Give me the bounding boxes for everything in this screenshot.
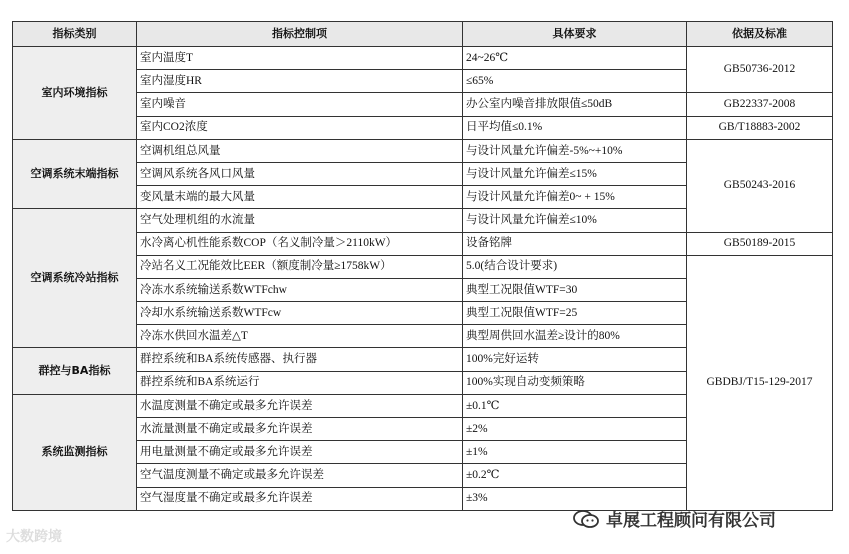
requirement-cell: 设备铭牌 xyxy=(463,232,687,255)
item-cell: 群控系统和BA系统运行 xyxy=(137,371,463,394)
requirement-cell: 典型工况限值WTF=30 xyxy=(463,278,687,301)
category-plant: 空调系统冷站指标 xyxy=(13,209,137,348)
item-cell: 冷冻水系统输送系数WTFchw xyxy=(137,278,463,301)
item-cell: 变风量末端的最大风量 xyxy=(137,186,463,209)
table-row xyxy=(13,47,833,70)
item-cell: 室内噪音 xyxy=(137,93,463,116)
requirement-cell: ±0.2℃ xyxy=(463,464,687,487)
header-row xyxy=(13,22,833,47)
watermark-left: 大数跨境 xyxy=(6,529,62,545)
item-cell: 冷却水系统输送系数WTFcw xyxy=(137,302,463,325)
standard-cell: GBDBJ/T15-129-2017 xyxy=(687,255,833,510)
requirement-cell: 与设计风量允许偏差0~ + 15% xyxy=(463,186,687,209)
standard-cell: GB22337-2008 xyxy=(687,93,833,116)
requirement-cell: ±2% xyxy=(463,418,687,441)
category-terminal: 空调系统末端指标 xyxy=(13,139,137,209)
item-cell: 空调机组总风量 xyxy=(137,139,463,162)
requirement-cell: ±3% xyxy=(463,487,687,510)
header-standard: 依据及标准 xyxy=(687,22,833,47)
category-monitor: 系统监测指标 xyxy=(13,394,137,510)
header-item: 指标控制项 xyxy=(137,22,463,47)
header-category: 指标类别 xyxy=(13,22,137,47)
requirement-cell: ±0.1℃ xyxy=(463,394,687,417)
requirement-cell: 100%完好运转 xyxy=(463,348,687,371)
requirement-cell: 日平均值≤0.1% xyxy=(463,116,687,139)
requirement-cell: 与设计风量允许偏差-5%~+10% xyxy=(463,139,687,162)
requirement-cell: ±1% xyxy=(463,441,687,464)
standard-cell: GB50736-2012 xyxy=(687,47,833,93)
requirement-cell: 与设计风量允许偏差≤15% xyxy=(463,162,687,185)
category-indoor: 室内环境指标 xyxy=(13,47,137,140)
requirement-cell: ≤65% xyxy=(463,70,687,93)
standard-cell: GB/T18883-2002 xyxy=(687,116,833,139)
item-cell: 水冷离心机性能系数COP（名义制冷量＞2110kW） xyxy=(137,232,463,255)
item-cell: 水温度测量不确定或最多允许误差 xyxy=(137,394,463,417)
standard-cell: GB50243-2016 xyxy=(687,139,833,232)
header-requirement: 具体要求 xyxy=(463,22,687,47)
requirement-cell: 与设计风量允许偏差≤10% xyxy=(463,209,687,232)
watermark-right xyxy=(572,506,776,531)
item-cell: 室内CO2浓度 xyxy=(137,116,463,139)
table-row xyxy=(13,139,833,162)
item-cell: 水流量测量不确定或最多允许误差 xyxy=(137,418,463,441)
requirement-cell: 典型周供回水温差≥设计的80% xyxy=(463,325,687,348)
requirement-cell: 24~26℃ xyxy=(463,47,687,70)
item-cell: 空调风系统各风口风量 xyxy=(137,162,463,185)
item-cell: 室内湿度HR xyxy=(137,70,463,93)
wechat-icon xyxy=(572,508,600,530)
requirement-cell: 办公室内噪音排放限值≤50dB xyxy=(463,93,687,116)
item-cell: 空气湿度量不确定或最多允许误差 xyxy=(137,487,463,510)
category-ba: 群控与BA指标 xyxy=(13,348,137,394)
item-cell: 空气温度测量不确定或最多允许误差 xyxy=(137,464,463,487)
requirement-cell: 5.0(结合设计要求) xyxy=(463,255,687,278)
item-cell: 冷冻水供回水温差△T xyxy=(137,325,463,348)
item-cell: 冷站名义工况能效比EER（额度制冷量≥1758kW） xyxy=(137,255,463,278)
spec-table xyxy=(12,21,833,511)
item-cell: 用电量测量不确定或最多允许误差 xyxy=(137,441,463,464)
item-cell: 室内温度T xyxy=(137,47,463,70)
standard-cell: GB50189-2015 xyxy=(687,232,833,255)
item-cell: 空气处理机组的水流量 xyxy=(137,209,463,232)
watermark-company: 卓展工程顾问有限公司 xyxy=(606,511,776,531)
requirement-cell: 100%实现自动变频策略 xyxy=(463,371,687,394)
requirement-cell: 典型工况限值WTF=25 xyxy=(463,302,687,325)
item-cell: 群控系统和BA系统传感器、执行器 xyxy=(137,348,463,371)
